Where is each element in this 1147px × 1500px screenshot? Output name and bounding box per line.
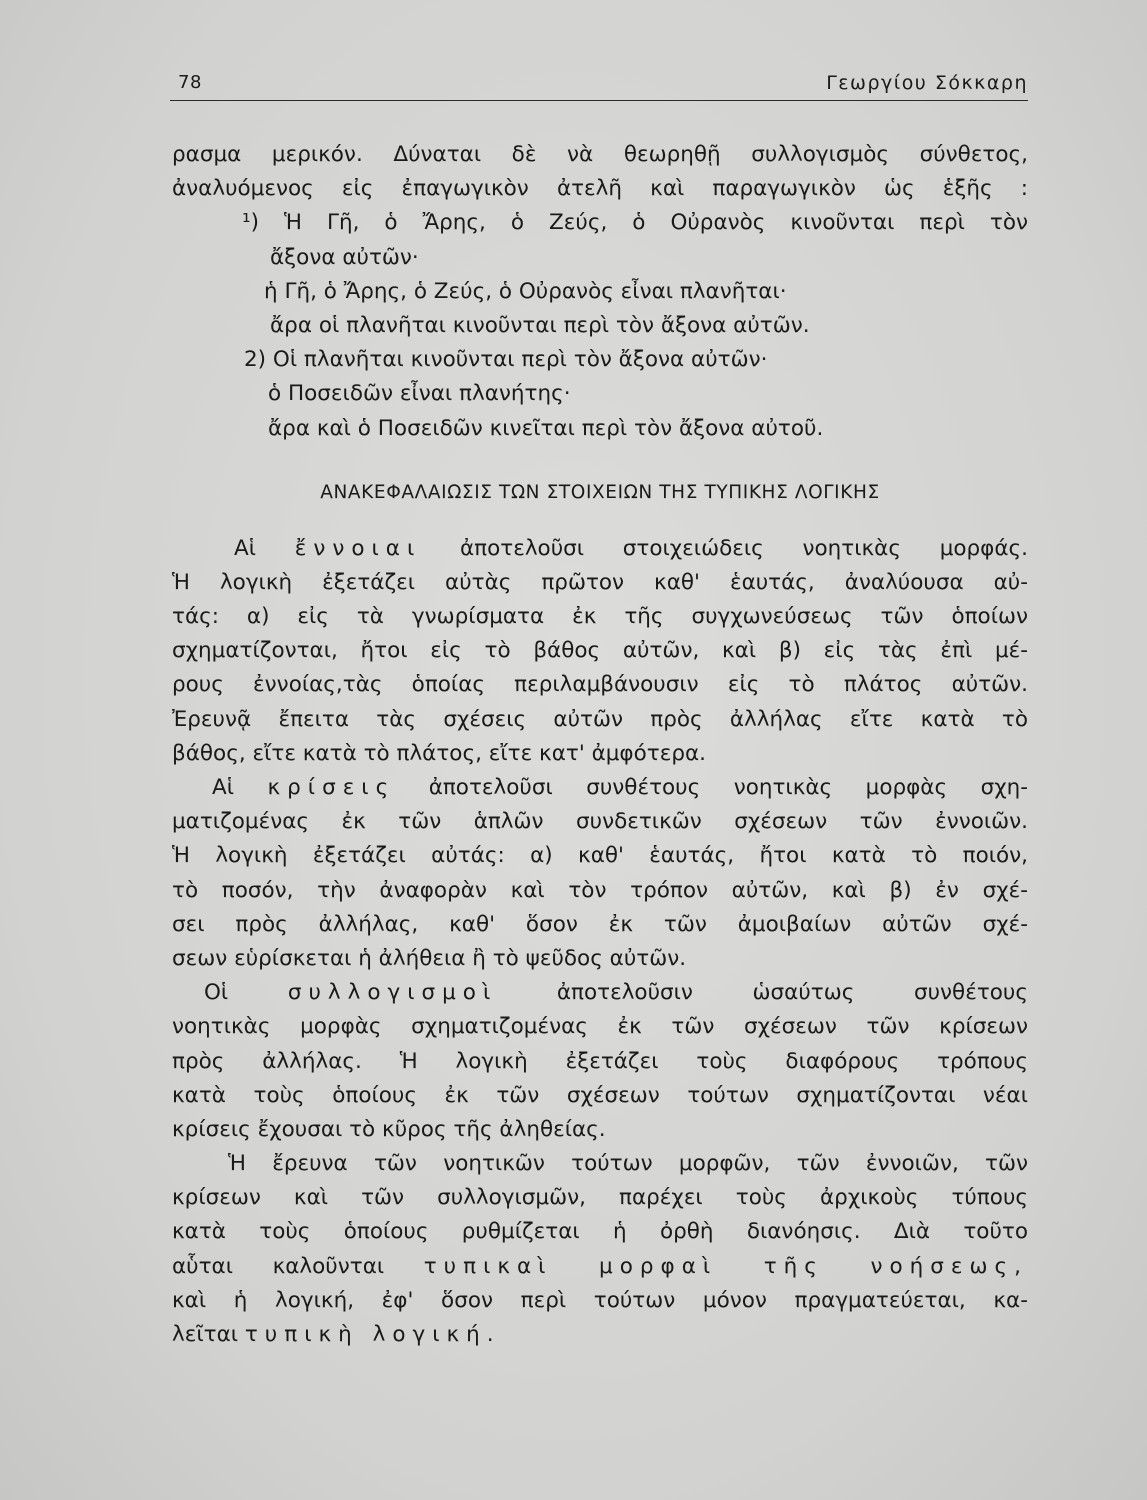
- example-line: ἄξονα αὐτῶν·: [270, 244, 419, 270]
- intro-line: ρασμα μερικόν. Δύναται δὲ νὰ θεωρηθῇ συλλογισμὸς σύνθετος,: [172, 142, 1028, 167]
- page-header: [170, 72, 1028, 100]
- paragraph-line: Ἐρευνᾷ ἔπειτα τὰς σχέσεις αὐτῶν πρὸς ἀλλήλας εἴτε κατὰ τὸ: [172, 706, 1028, 732]
- paragraph-line: κατὰ τοὺς ὁποίους ἐκ τῶν σχέσεων τούτων σχηματίζονται νέαι: [172, 1082, 1028, 1108]
- page-number: 78: [178, 72, 202, 93]
- paragraph-line: λεῖται τυπικὴ λογική.: [172, 1322, 501, 1347]
- paragraph-line: Αἱ κρίσεις ἀποτελοῦσι συνθέτους νοητικὰς μορφὰς σχη-: [212, 775, 1029, 800]
- paragraph-line: καὶ ἡ λογική, ἐφ' ὅσον περὶ τούτων μόνον πραγματεύεται, κα-: [172, 1287, 1028, 1313]
- paragraph-line: σεων εὑρίσκεται ἡ ἀλήθεια ἢ τὸ ψεῦδος αὐτῶν.: [172, 945, 687, 971]
- section-heading: ΑΝΑΚΕΦΑΛΑΙΩΣΙΣ ΤΩΝ ΣΤΟΙΧΕΙΩΝ ΤΗΣ ΤΥΠΙΚΗΣ ΛΟΓΙΚΗΣ: [320, 481, 880, 503]
- paragraph-line: βάθος, εἴτε κατὰ τὸ πλάτος, εἴτε κατ' ἀμφότερα.: [172, 740, 706, 766]
- paragraph-line: νοητικὰς μορφὰς σχηματιζομένας ἐκ τῶν σχέσεων τῶν κρίσεων: [172, 1014, 1028, 1040]
- paragraph-line: ρους ἐννοίας,τὰς ὁποίας περιλαμβάνουσιν εἰς τὸ πλάτος αὐτῶν.: [172, 672, 1028, 698]
- intro-line: ἀναλυόμενος εἰς ἐπαγωγικὸν ἀτελῆ καὶ παραγωγικὸν ὡς ἑξῆς :: [172, 176, 1028, 202]
- example-line: ἄρα καὶ ὁ Ποσειδῶν κινεῖται περὶ τὸν ἄξονα αὐτοῦ.: [268, 415, 824, 441]
- paragraph-line: κατὰ τοὺς ὁποίους ρυθμίζεται ἡ ὀρθὴ διανόησις. Διὰ τοῦτο: [172, 1219, 1028, 1245]
- paragraph-line: Ἡ λογικὴ ἐξετάζει αὐτάς: α) καθ' ἑαυτάς, ἤτοι κατὰ τὸ ποιόν,: [172, 843, 1028, 869]
- paragraph-line: Ἡ ἔρευνα τῶν νοητικῶν τούτων μορφῶν, τῶν ἐννοιῶν, τῶν: [228, 1151, 1028, 1177]
- paragraph-line: Αἱ ἔννοιαι ἀποτελοῦσι στοιχειώδεις νοητικὰς μορφάς.: [234, 535, 1028, 561]
- paragraph-line: τάς: α) εἰς τὰ γνωρίσματα ἐκ τῆς συγχωνεύσεως τῶν ὁποίων: [172, 604, 1028, 630]
- paragraph-line: ματιζομένας ἐκ τῶν ἁπλῶν συνδετικῶν σχέσεων τῶν ἐννοιῶν.: [172, 809, 1028, 835]
- example-line: ¹) Ἡ Γῆ, ὁ Ἄρης, ὁ Ζεύς, ὁ Οὐρανὸς κινοῦνται περὶ τὸν: [242, 210, 1028, 236]
- paragraph-line: κρίσεων καὶ τῶν συλλογισμῶν, παρέχει τοὺς ἀρχικοὺς τύπους: [172, 1185, 1028, 1211]
- example-line: ἡ Γῆ, ὁ Ἄρης, ὁ Ζεύς, ὁ Οὐρανὸς εἶναι πλανῆται·: [264, 278, 787, 304]
- paragraph-line: σχηματίζονται, ἤτοι εἰς τὸ βάθος αὐτῶν, καὶ β) εἰς τὰς ἐπὶ μέ-: [172, 638, 1028, 664]
- header-rule: [170, 100, 1028, 101]
- paragraph-line: τὸ ποσόν, τὴν ἀναφορὰν καὶ τὸν τρόπον αὐτῶν, καὶ β) ἐν σχέ-: [172, 877, 1028, 903]
- paragraph-line: αὗται καλοῦνται τυπικαὶ μορφαὶ τῆς νοήσεως,: [172, 1253, 1028, 1279]
- paragraph-line: κρίσεις ἔχουσαι τὸ κῦρος τῆς ἀληθείας.: [172, 1116, 606, 1142]
- running-head: Γεωργίου Σόκκαρη: [826, 72, 1028, 94]
- paragraph-line: πρὸς ἀλλήλας. Ἡ λογικὴ ἐξετάζει τοὺς διαφόρους τρόπους: [172, 1048, 1028, 1074]
- paragraph-line: Οἱ συλλογισμοὶ ἀποτελοῦσιν ὡσαύτως συνθέτους: [204, 980, 1028, 1006]
- example-line: ἄρα οἱ πλανῆται κινοῦνται περὶ τὸν ἄξονα αὐτῶν.: [270, 312, 810, 338]
- paragraph-line: Ἡ λογικὴ ἐξετάζει αὐτὰς πρῶτον καθ' ἑαυτάς, ἀναλύουσα αὐ-: [172, 569, 1028, 595]
- example-line: ὁ Ποσειδῶν εἶναι πλανήτης·: [268, 381, 571, 407]
- example-line: 2) Οἱ πλανῆται κινοῦνται περὶ τὸν ἄξονα αὐτῶν·: [244, 347, 768, 373]
- body-text: [172, 138, 1028, 1352]
- paragraph-line: σει πρὸς ἀλλήλας, καθ' ὅσον ἐκ τῶν ἀμοιβαίων αὐτῶν σχέ-: [172, 911, 1028, 937]
